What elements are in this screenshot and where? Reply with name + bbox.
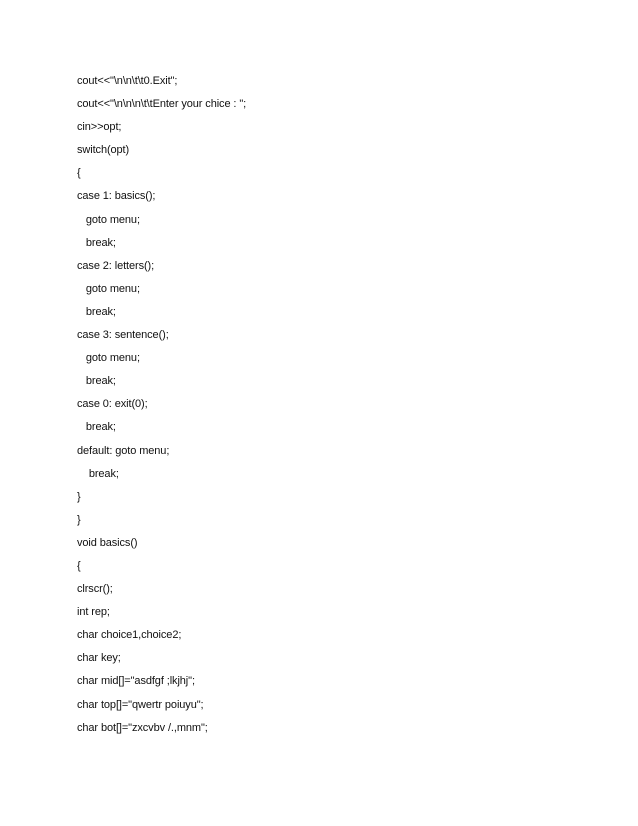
code-line: break; (77, 467, 119, 480)
code-line: char mid[]="asdfgf ;lkjhj"; (77, 675, 195, 688)
code-listing (77, 73, 246, 743)
code-line: case 2: letters(); (77, 259, 155, 272)
code-line: break; (77, 375, 116, 388)
code-line: goto menu; (77, 352, 140, 365)
code-line: goto menu; (77, 213, 140, 226)
code-line: break; (77, 421, 116, 434)
code-line: break; (77, 236, 116, 249)
code-line: char top[]="qwertr poiuyu"; (77, 698, 204, 711)
code-line: goto menu; (77, 282, 140, 295)
code-line: clrscr(); (77, 583, 113, 596)
code-line: char key; (77, 652, 121, 665)
code-line: } (77, 513, 81, 526)
code-line: cout<<"\n\n\t\t0.Exit"; (77, 75, 178, 87)
code-line: char bot[]="zxcvbv /.,mnm"; (77, 721, 208, 734)
code-line: break; (77, 305, 116, 318)
code-line: { (77, 167, 81, 180)
code-line: default: goto menu; (77, 444, 170, 457)
code-line: switch(opt) (77, 144, 130, 157)
code-line: int rep; (77, 606, 110, 619)
code-line: { (77, 559, 81, 572)
code-line: } (77, 490, 81, 503)
code-line: char choice1,choice2; (77, 629, 182, 642)
code-line: case 0: exit(0); (77, 398, 148, 411)
code-line: cout<<"\n\n\n\t\tEnter your chice : "; (77, 98, 247, 111)
code-line: case 3: sentence(); (77, 329, 169, 342)
code-line: cin>>opt; (77, 121, 122, 134)
code-line: case 1: basics(); (77, 190, 156, 203)
code-line: void basics() (77, 536, 138, 549)
